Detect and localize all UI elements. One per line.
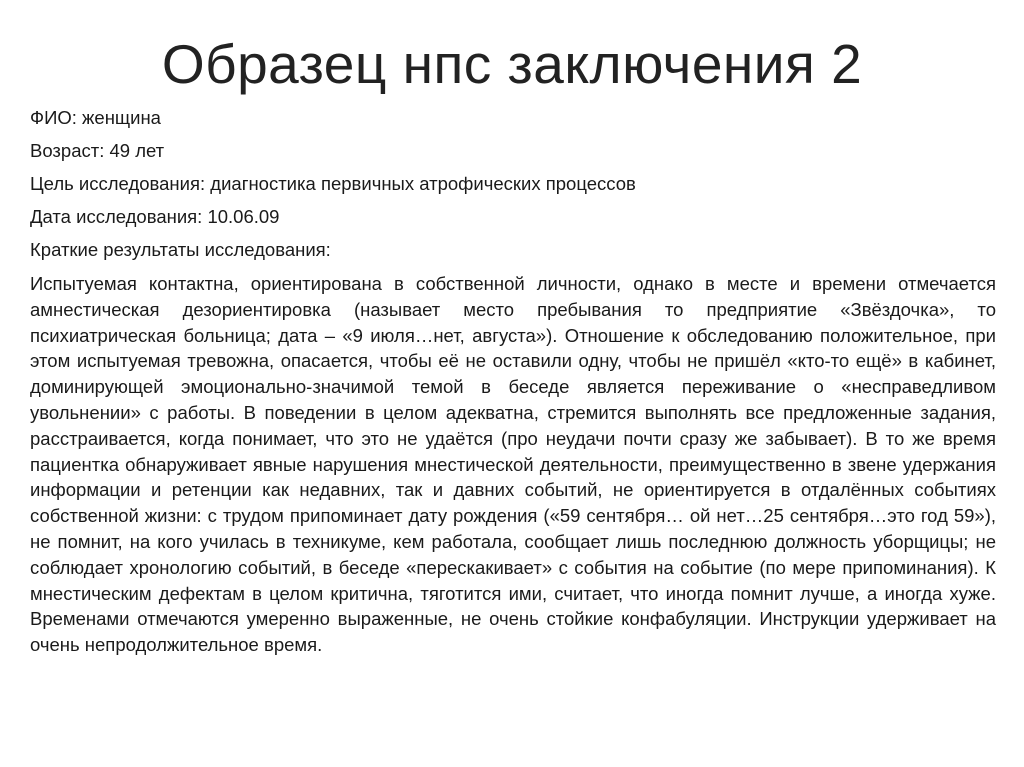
results-heading: Краткие результаты исследования:: [30, 239, 331, 260]
results-paragraph: Испытуемая контактна, ориентирована в собственной личности, однако в месте и времени отмечается амнестическая дезориентировка (называет место пребывания то предприятие «Звёздочка», то психиатрическая больница; дата – «9 июля…нет, августа»). Отношение к обследованию положительное, при этом испытуемая тревожна, опасается, чтобы её не оставили одну, чтобы не пришёл «кто-то ещё» в кабинет, доминирующей эмоционально-значимой темой в беседе является переживание о «несправедливом увольнении» с работы. В поведении в целом адекватна, стремится выполнять все предложенные задания, расстраивается, когда понимает, что это не удаётся (про неудачи почти сразу же забывает). В то же время пациентка обнаруживает явные нарушения мнестической деятельности, преимущественно в звене удержания информации и ретенции как недавних, так и давних событий, не ориентируется в отдалённых событиях собственной жизни: с трудом припоминает дату рождения («59 сентября… ой нет…25 сентября…это год 59»), не помнит, на кого училась в техникуме, кем работала, сообщает лишь последнюю должность уборщицы; не соблюдает хронологию событий, в беседе «перескакивает» с события на событие (по мере припоминания). К мнестическим дефектам в целом критична, тяготится ими, считает, что иногда помнит лучше, а иногда хуже. Временами отмечаются умеренно выраженные, не очень стойкие конфабуляции. Инструкции удерживает на очень непродолжительное время.: [30, 273, 996, 656]
field-date: Дата исследования: 10.06.09: [30, 206, 280, 227]
slide-content: [30, 106, 996, 658]
slide-title: Образец нпс заключения 2: [161, 33, 863, 95]
field-fio: ФИО: женщина: [30, 107, 161, 128]
field-purpose: Цель исследования: диагностика первичных атрофических процессов: [30, 173, 636, 194]
field-age: Возраст: 49 лет: [30, 140, 165, 161]
